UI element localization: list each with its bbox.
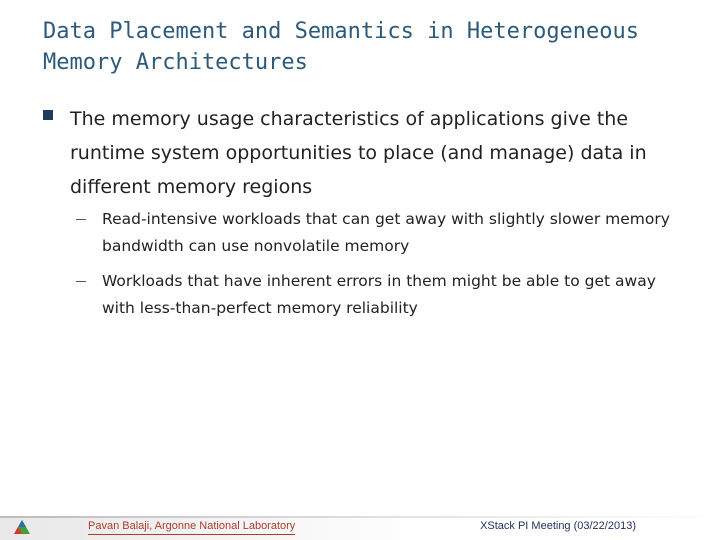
- dash-bullet-icon: [76, 219, 86, 220]
- argonne-logo-icon: [13, 519, 31, 535]
- square-bullet-icon: [43, 110, 53, 120]
- sub-bullet-2: [76, 268, 676, 322]
- dash-bullet-icon: [76, 281, 86, 282]
- slide-title: Data Placement and Semantics in Heterogeneous Memory Architectures: [43, 19, 640, 75]
- sub-bullet-text: Read-intensive workloads that can get away with slightly slower memory bandwidth can use nonvolatile memory: [102, 210, 670, 255]
- main-bullet-text: The memory usage characteristics of applications give the runtime system opportunities to place (and manage) data in different memory regions: [70, 108, 647, 198]
- main-bullet: [43, 102, 683, 204]
- sub-bullet-1: [76, 206, 676, 260]
- footer-presenter: Pavan Balaji, Argonne National Laboratory: [88, 518, 295, 535]
- sub-bullet-text: Workloads that have inherent errors in them might be able to get away with less-than-perfect memory reliability: [102, 272, 656, 317]
- footer-meeting: XStack PI Meeting (03/22/2013): [480, 520, 636, 532]
